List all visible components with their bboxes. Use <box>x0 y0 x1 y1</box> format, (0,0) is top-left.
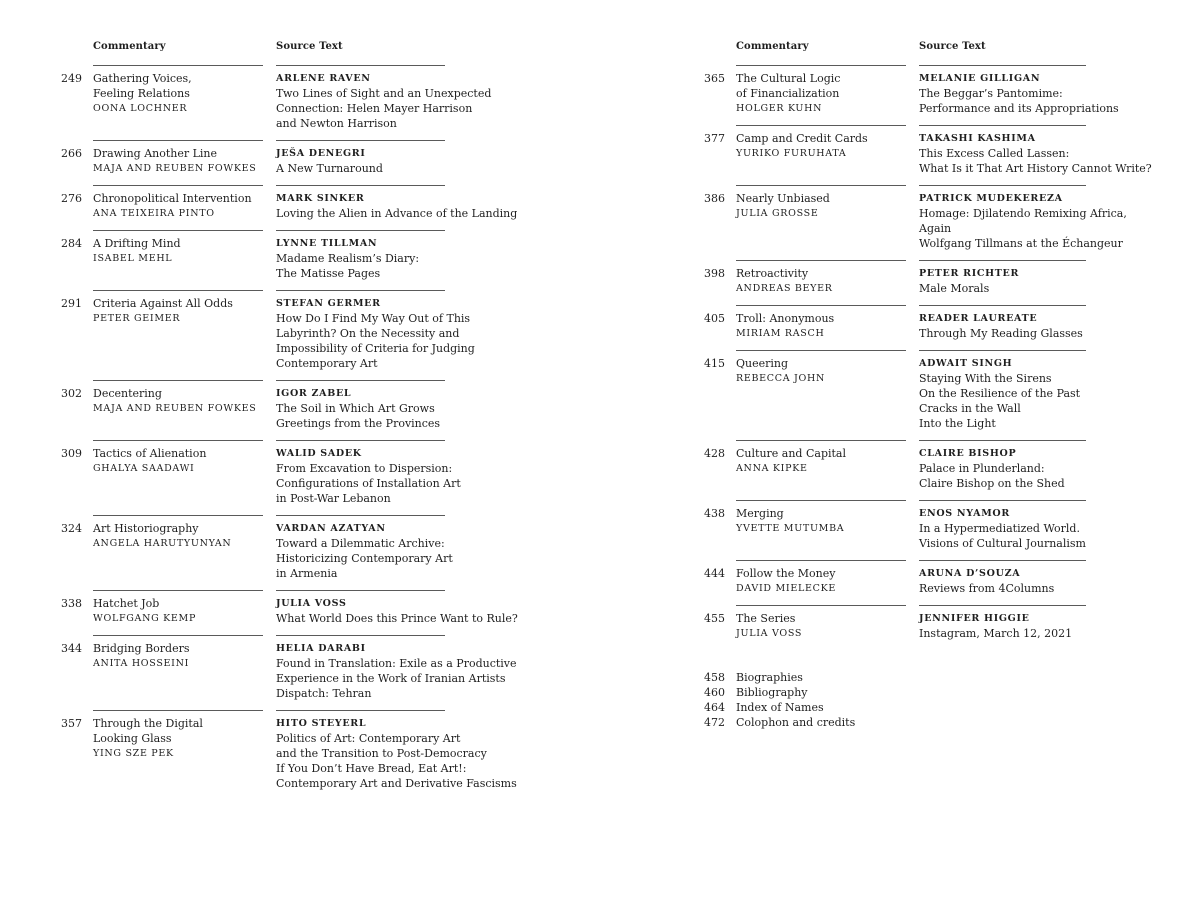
source-title-line: Connection: Helen Mayer Harrison <box>276 102 473 115</box>
commentary-title: Chronopolitical Intervention <box>93 192 252 205</box>
source-rule <box>276 185 445 186</box>
commentary-block <box>736 131 911 161</box>
source-title-line: and Newton Harrison <box>276 117 397 130</box>
appendix-label: Bibliography <box>736 686 808 699</box>
commentary-title: Follow the Money <box>736 567 836 580</box>
source-block <box>276 596 576 626</box>
page-number: 428 <box>704 447 725 460</box>
commentary-rule <box>736 305 906 306</box>
source-title-line: Claire Bishop on the Shed <box>919 477 1065 490</box>
commentary-author: YING SZE PEK <box>93 748 174 759</box>
appendix-page-number: 460 <box>704 686 725 699</box>
appendix-label: Colophon and credits <box>736 716 856 729</box>
commentary-rule <box>93 440 263 441</box>
page-number: 302 <box>61 387 82 400</box>
page-number: 357 <box>61 717 82 730</box>
commentary-title: The Series <box>736 612 796 625</box>
source-rule <box>919 125 1086 126</box>
source-block <box>276 236 576 281</box>
source-title-line: Homage: Djilatendo Remixing Africa, <box>919 207 1127 220</box>
page-number: 405 <box>704 312 725 325</box>
source-author: VARDAN AZATYAN <box>276 523 386 534</box>
source-block <box>919 566 1200 596</box>
commentary-rule <box>93 140 263 141</box>
commentary-rule <box>736 500 906 501</box>
appendix-item <box>600 715 1200 730</box>
commentary-author: JULIA VOSS <box>736 628 803 639</box>
appendix-item <box>600 685 1200 700</box>
page-number: 291 <box>61 297 82 310</box>
commentary-rule <box>736 560 906 561</box>
commentary-title: Art Historiography <box>93 522 199 535</box>
page-number: 338 <box>61 597 82 610</box>
commentary-block <box>93 521 268 551</box>
source-author: IGOR ZABEL <box>276 388 352 399</box>
source-rule <box>919 350 1086 351</box>
commentary-title: Bridging Borders <box>93 642 190 655</box>
commentary-title: A Drifting Mind <box>93 237 181 250</box>
source-text-header: Source Text <box>276 41 343 52</box>
source-title-line: Cracks in the Wall <box>919 402 1021 415</box>
source-rule <box>919 500 1086 501</box>
page-number: 324 <box>61 522 82 535</box>
source-title-line: This Excess Called Lassen: <box>919 147 1070 160</box>
source-title-line: Madame Realism’s Diary: <box>276 252 420 265</box>
source-block <box>919 611 1200 641</box>
commentary-block <box>93 146 268 176</box>
page-number: 386 <box>704 192 725 205</box>
source-rule <box>919 440 1086 441</box>
commentary-title: Gathering Voices, Feeling Relations <box>93 72 192 100</box>
source-block <box>276 641 576 701</box>
source-block <box>919 356 1200 431</box>
page-number: 309 <box>61 447 82 460</box>
source-title-line: Palace in Plunderland: <box>919 462 1045 475</box>
source-title-line: Contemporary Art <box>276 357 378 370</box>
commentary-block <box>736 506 911 536</box>
commentary-rule <box>93 380 263 381</box>
source-title-line: Historicizing Contemporary Art <box>276 552 453 565</box>
commentary-block <box>93 71 268 116</box>
source-author: ARUNA D’SOUZA <box>919 568 1021 579</box>
source-block <box>919 506 1200 551</box>
source-title-line: Politics of Art: Contemporary Art <box>276 732 461 745</box>
appendix-page-number: 472 <box>704 716 725 729</box>
commentary-block <box>736 446 911 476</box>
source-author: MARK SINKER <box>276 193 365 204</box>
page-number: 398 <box>704 267 725 280</box>
source-rule <box>919 65 1086 66</box>
source-rule <box>276 140 445 141</box>
source-title-line: Experience in the Work of Iranian Artists <box>276 672 506 685</box>
appendix-label: Index of Names <box>736 701 824 714</box>
source-block <box>919 131 1200 176</box>
source-author: STEFAN GERMER <box>276 298 381 309</box>
source-author: WALID SADEK <box>276 448 362 459</box>
commentary-block <box>736 191 911 221</box>
commentary-title: Retroactivity <box>736 267 809 280</box>
source-block <box>276 191 576 221</box>
commentary-author: YVETTE MUTUMBA <box>736 523 845 534</box>
commentary-block <box>93 446 268 476</box>
source-title-line: Instagram, March 12, 2021 <box>919 627 1073 640</box>
page-number: 284 <box>61 237 82 250</box>
commentary-author: ISABEL MEHL <box>93 253 173 264</box>
commentary-rule <box>93 590 263 591</box>
commentary-rule <box>736 260 906 261</box>
commentary-author: WOLFGANG KEMP <box>93 613 197 624</box>
source-block <box>276 386 576 431</box>
commentary-title: Culture and Capital <box>736 447 846 460</box>
source-rule <box>919 560 1086 561</box>
source-title-line: Configurations of Installation Art <box>276 477 461 490</box>
commentary-author: MAJA AND REUBEN FOWKES <box>93 163 257 174</box>
source-title-line: Two Lines of Sight and an Unexpected <box>276 87 492 100</box>
source-title-line: Reviews from 4Columns <box>919 582 1055 595</box>
commentary-block <box>736 266 911 296</box>
commentary-title: Through the Digital Looking Glass <box>93 717 203 745</box>
source-title-line: and the Transition to Post-Democracy <box>276 747 487 760</box>
source-title-line: Dispatch: Tehran <box>276 687 372 700</box>
source-title-line: Through My Reading Glasses <box>919 327 1083 340</box>
page-number: 365 <box>704 72 725 85</box>
page-number: 444 <box>704 567 725 580</box>
source-title-line: Greetings from the Provinces <box>276 417 441 430</box>
commentary-title: Camp and Credit Cards <box>736 132 868 145</box>
commentary-block <box>736 356 911 386</box>
source-title-line: Staying With the Sirens <box>919 372 1052 385</box>
appendix-list <box>600 670 1200 730</box>
commentary-author: JULIA GROSSE <box>736 208 819 219</box>
commentary-block <box>736 611 911 641</box>
page-number: 249 <box>61 72 82 85</box>
commentary-rule <box>736 65 906 66</box>
source-title-line: Loving the Alien in Advance of the Landing <box>276 207 518 220</box>
source-author: JULIA VOSS <box>276 598 347 609</box>
page-number: 276 <box>61 192 82 205</box>
appendix-label: Biographies <box>736 671 803 684</box>
commentary-title: Merging <box>736 507 784 520</box>
source-author: ENOS NYAMOR <box>919 508 1010 519</box>
source-rule <box>276 515 445 516</box>
commentary-author: MAJA AND REUBEN FOWKES <box>93 403 257 414</box>
commentary-author: HOLGER KUHN <box>736 103 823 114</box>
appendix-page-number: 464 <box>704 701 725 714</box>
commentary-block <box>93 191 268 221</box>
source-rule <box>276 635 445 636</box>
source-rule <box>919 260 1086 261</box>
source-author: PATRICK MUDEKEREZA <box>919 193 1063 204</box>
source-rule <box>919 185 1086 186</box>
commentary-author: YURIKO FURUHATA <box>736 148 847 159</box>
commentary-title: Troll: Anonymous <box>736 312 835 325</box>
source-title-line: Again <box>919 222 952 235</box>
page-number: 415 <box>704 357 725 370</box>
source-author: JENNIFER HIGGIE <box>919 613 1030 624</box>
source-author: JEŠA DENEGRI <box>276 148 366 159</box>
source-rule <box>276 230 445 231</box>
source-title-line: How Do I Find My Way Out of This <box>276 312 471 325</box>
source-title-line: The Matisse Pages <box>276 267 381 280</box>
source-author: ADWAIT SINGH <box>919 358 1013 369</box>
commentary-title: Criteria Against All Odds <box>93 297 233 310</box>
commentary-header: Commentary <box>736 41 809 52</box>
source-title-line: Impossibility of Criteria for Judging <box>276 342 475 355</box>
source-title-line: From Excavation to Dispersion: <box>276 462 453 475</box>
source-title-line: Into the Light <box>919 417 996 430</box>
source-author: CLAIRE BISHOP <box>919 448 1017 459</box>
commentary-title: Nearly Unbiased <box>736 192 830 205</box>
commentary-rule <box>736 605 906 606</box>
commentary-rule <box>93 710 263 711</box>
source-rule <box>276 440 445 441</box>
commentary-block <box>736 311 911 341</box>
source-title-line: On the Resilience of the Past <box>919 387 1081 400</box>
source-text-header: Source Text <box>919 41 986 52</box>
source-author: LYNNE TILLMAN <box>276 238 378 249</box>
commentary-author: ANGELA HARUTYUNYAN <box>93 538 232 549</box>
source-title-line: What World Does this Prince Want to Rule? <box>276 612 518 625</box>
appendix-page-number: 458 <box>704 671 725 684</box>
source-title-line: Toward a Dilemmatic Archive: <box>276 537 445 550</box>
page-number: 266 <box>61 147 82 160</box>
commentary-block <box>736 71 911 116</box>
source-title-line: Found in Translation: Exile as a Productive <box>276 657 517 670</box>
commentary-block <box>93 386 268 416</box>
source-rule <box>276 380 445 381</box>
commentary-block <box>93 596 268 626</box>
commentary-title: Hatchet Job <box>93 597 160 610</box>
commentary-block <box>736 566 911 596</box>
source-block <box>919 71 1200 116</box>
source-title-line: What Is it That Art History Cannot Write? <box>919 162 1152 175</box>
commentary-author: DAVID MIELECKE <box>736 583 837 594</box>
commentary-author: GHALYA SAADAWI <box>93 463 195 474</box>
commentary-rule <box>93 515 263 516</box>
source-title-line: The Soil in Which Art Grows <box>276 402 435 415</box>
commentary-rule <box>736 125 906 126</box>
commentary-block <box>93 641 268 671</box>
source-rule <box>276 65 445 66</box>
commentary-author: ANA TEIXEIRA PINTO <box>93 208 215 219</box>
source-block <box>276 446 576 506</box>
source-rule <box>276 590 445 591</box>
commentary-title: Decentering <box>93 387 162 400</box>
commentary-rule <box>93 290 263 291</box>
commentary-author: PETER GEIMER <box>93 313 181 324</box>
commentary-header: Commentary <box>93 41 166 52</box>
commentary-block <box>93 296 268 326</box>
source-title-line: in Armenia <box>276 567 338 580</box>
commentary-title: The Cultural Logic of Financialization <box>736 72 841 100</box>
source-title-line: Contemporary Art and Derivative Fascisms <box>276 777 517 790</box>
source-title-line: Performance and its Appropriations <box>919 102 1119 115</box>
source-rule <box>276 290 445 291</box>
source-author: PETER RICHTER <box>919 268 1020 279</box>
commentary-author: OONA LOCHNER <box>93 103 188 114</box>
commentary-rule <box>93 230 263 231</box>
source-title-line: In a Hypermediatized World. <box>919 522 1080 535</box>
source-title-line: in Post-War Lebanon <box>276 492 391 505</box>
page-number: 455 <box>704 612 725 625</box>
source-title-line: Visions of Cultural Journalism <box>919 537 1086 550</box>
source-title-line: Wolfgang Tillmans at the Échangeur <box>919 237 1123 250</box>
page-number: 344 <box>61 642 82 655</box>
commentary-rule <box>93 65 263 66</box>
commentary-author: ANITA HOSSEINI <box>93 658 190 669</box>
commentary-rule <box>736 440 906 441</box>
source-block <box>919 446 1200 491</box>
commentary-author: MIRIAM RASCH <box>736 328 825 339</box>
appendix-item <box>600 670 1200 685</box>
source-author: READER LAUREATE <box>919 313 1038 324</box>
commentary-rule <box>736 185 906 186</box>
source-block <box>276 71 576 131</box>
commentary-block <box>93 236 268 266</box>
source-title-line: A New Turnaround <box>276 162 383 175</box>
source-rule <box>919 305 1086 306</box>
source-author: HELIA DARABI <box>276 643 366 654</box>
source-rule <box>919 605 1086 606</box>
page-number: 438 <box>704 507 725 520</box>
source-title-line: Male Morals <box>919 282 990 295</box>
commentary-title: Tactics of Alienation <box>93 447 207 460</box>
source-block <box>919 266 1200 296</box>
source-block <box>276 296 576 371</box>
commentary-rule <box>736 350 906 351</box>
source-author: HITO STEYERL <box>276 718 367 729</box>
commentary-rule <box>93 185 263 186</box>
source-author: MELANIE GILLIGAN <box>919 73 1041 84</box>
page-number: 377 <box>704 132 725 145</box>
commentary-rule <box>93 635 263 636</box>
commentary-title: Drawing Another Line <box>93 147 218 160</box>
source-block <box>276 716 576 791</box>
source-author: TAKASHI KASHIMA <box>919 133 1036 144</box>
source-block <box>919 311 1200 341</box>
source-block <box>276 521 576 581</box>
source-block <box>919 191 1200 251</box>
commentary-title: Queering <box>736 357 789 370</box>
commentary-author: ANNA KIPKE <box>736 463 808 474</box>
commentary-author: REBECCA JOHN <box>736 373 826 384</box>
source-title-line: The Beggar’s Pantomime: <box>919 87 1063 100</box>
commentary-block <box>93 716 268 761</box>
source-block <box>276 146 576 176</box>
source-title-line: If You Don’t Have Bread, Eat Art!: <box>276 762 467 775</box>
source-title-line: Labyrinth? On the Necessity and <box>276 327 460 340</box>
source-rule <box>276 710 445 711</box>
appendix-item <box>600 700 1200 715</box>
source-author: ARLENE RAVEN <box>276 73 371 84</box>
commentary-author: ANDREAS BEYER <box>736 283 833 294</box>
